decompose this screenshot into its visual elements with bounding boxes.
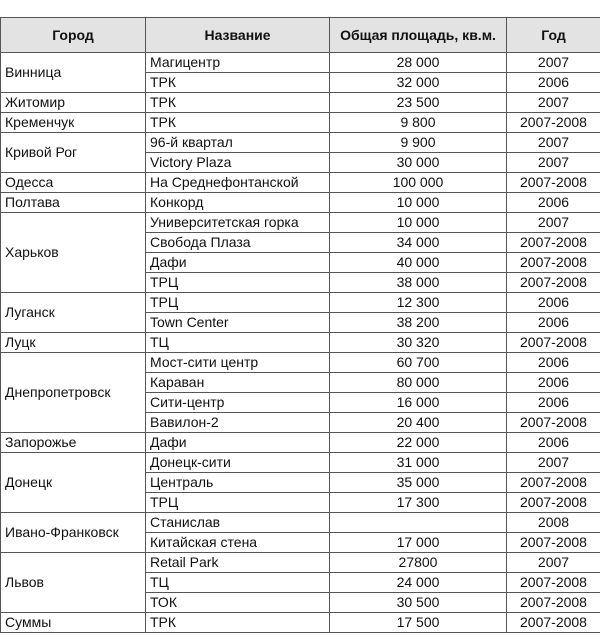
area-cell: 17 000 [330, 533, 507, 553]
header-city: Город [1, 18, 146, 53]
center-name-cell: Свобода Плаза [146, 233, 330, 253]
area-cell: 27800 [330, 553, 507, 573]
year-cell: 2007 [507, 53, 600, 73]
header-row [1, 18, 600, 53]
area-cell: 30 000 [330, 153, 507, 173]
center-name-cell: 96-й квартал [146, 133, 330, 153]
header-year: Год [507, 18, 600, 53]
area-cell: 23 500 [330, 93, 507, 113]
center-name-cell: Станислав [146, 513, 330, 533]
center-name-cell: Retail Park [146, 553, 330, 573]
area-cell: 38 000 [330, 273, 507, 293]
city-cell: Кривой Рог [1, 133, 146, 173]
year-cell: 2007-2008 [507, 333, 600, 353]
center-name-cell: Мост-сити центр [146, 353, 330, 373]
center-name-cell: Victory Plaza [146, 153, 330, 173]
area-cell: 35 000 [330, 473, 507, 493]
center-name-cell: ТРЦ [146, 493, 330, 513]
year-cell: 2007-2008 [507, 593, 600, 613]
year-cell: 2007-2008 [507, 533, 600, 553]
year-cell: 2006 [507, 193, 600, 213]
area-cell: 30 500 [330, 593, 507, 613]
year-cell: 2007-2008 [507, 613, 600, 633]
center-name-cell: Донецк-сити [146, 453, 330, 473]
center-name-cell: Караван [146, 373, 330, 393]
table-row [1, 453, 600, 473]
header-name: Название [146, 18, 330, 53]
table-row [1, 433, 600, 453]
area-cell: 24 000 [330, 573, 507, 593]
center-name-cell: ТРК [146, 613, 330, 633]
year-cell: 2008 [507, 513, 600, 533]
city-cell: Донецк [1, 453, 146, 513]
city-cell: Ивано-Франковск [1, 513, 146, 553]
year-cell: 2007-2008 [507, 413, 600, 433]
center-name-cell: ТРЦ [146, 273, 330, 293]
center-name-cell: Университетская горка [146, 213, 330, 233]
area-cell: 34 000 [330, 233, 507, 253]
center-name-cell: Магицентр [146, 53, 330, 73]
year-cell: 2007-2008 [507, 473, 600, 493]
year-cell: 2007-2008 [507, 573, 600, 593]
area-cell: 17 500 [330, 613, 507, 633]
area-cell: 40 000 [330, 253, 507, 273]
year-cell: 2007-2008 [507, 493, 600, 513]
area-cell: 17 300 [330, 493, 507, 513]
area-cell: 30 320 [330, 333, 507, 353]
city-cell: Суммы [1, 613, 146, 633]
year-cell: 2007 [507, 133, 600, 153]
city-cell: Львов [1, 553, 146, 613]
table-row [1, 93, 600, 113]
area-cell: 12 300 [330, 293, 507, 313]
area-cell: 10 000 [330, 193, 507, 213]
area-cell: 28 000 [330, 53, 507, 73]
year-cell: 2007-2008 [507, 273, 600, 293]
center-name-cell: ТРК [146, 113, 330, 133]
city-cell: Харьков [1, 213, 146, 293]
table-row [1, 193, 600, 213]
table-row [1, 133, 600, 153]
city-cell: Одесса [1, 173, 146, 193]
city-cell: Днепропетровск [1, 353, 146, 433]
center-name-cell: Town Center [146, 313, 330, 333]
area-cell: 16 000 [330, 393, 507, 413]
year-cell: 2007 [507, 93, 600, 113]
center-name-cell: ТОК [146, 593, 330, 613]
area-cell: 9 900 [330, 133, 507, 153]
area-cell: 80 000 [330, 373, 507, 393]
year-cell: 2006 [507, 433, 600, 453]
year-cell: 2007 [507, 453, 600, 473]
year-cell: 2007-2008 [507, 233, 600, 253]
city-cell: Винница [1, 53, 146, 93]
table-body [1, 53, 600, 633]
table-row [1, 333, 600, 353]
area-cell: 38 200 [330, 313, 507, 333]
year-cell: 2007 [507, 213, 600, 233]
year-cell: 2006 [507, 353, 600, 373]
table-row [1, 293, 600, 313]
table-row [1, 613, 600, 633]
center-name-cell: Вавилон-2 [146, 413, 330, 433]
year-cell: 2007-2008 [507, 253, 600, 273]
area-cell: 22 000 [330, 433, 507, 453]
center-name-cell: Дафи [146, 253, 330, 273]
center-name-cell: ТРК [146, 93, 330, 113]
year-cell: 2006 [507, 313, 600, 333]
center-name-cell: Конкорд [146, 193, 330, 213]
area-cell [330, 513, 507, 533]
center-name-cell: Централь [146, 473, 330, 493]
center-name-cell: На Среднефонтанской [146, 173, 330, 193]
city-cell: Житомир [1, 93, 146, 113]
table-row [1, 173, 600, 193]
city-cell: Луцк [1, 333, 146, 353]
area-cell: 9 800 [330, 113, 507, 133]
city-cell: Запорожье [1, 433, 146, 453]
center-name-cell: ТЦ [146, 573, 330, 593]
center-name-cell: ТРК [146, 73, 330, 93]
table-row [1, 513, 600, 533]
area-cell: 31 000 [330, 453, 507, 473]
city-cell: Полтава [1, 193, 146, 213]
area-cell: 32 000 [330, 73, 507, 93]
header-area: Общая площадь, кв.м. [330, 18, 507, 53]
shopping-centers-table [0, 17, 600, 633]
area-cell: 10 000 [330, 213, 507, 233]
center-name-cell: Сити-центр [146, 393, 330, 413]
table-row [1, 113, 600, 133]
year-cell: 2006 [507, 293, 600, 313]
year-cell: 2006 [507, 373, 600, 393]
year-cell: 2007 [507, 553, 600, 573]
center-name-cell: ТРЦ [146, 293, 330, 313]
year-cell: 2006 [507, 393, 600, 413]
city-cell: Луганск [1, 293, 146, 333]
center-name-cell: Дафи [146, 433, 330, 453]
table-row [1, 213, 600, 233]
area-cell: 20 400 [330, 413, 507, 433]
table-row [1, 353, 600, 373]
center-name-cell: Китайская стена [146, 533, 330, 553]
table-row [1, 553, 600, 573]
area-cell: 100 000 [330, 173, 507, 193]
city-cell: Кременчук [1, 113, 146, 133]
center-name-cell: ТЦ [146, 333, 330, 353]
table-row [1, 53, 600, 73]
year-cell: 2007 [507, 153, 600, 173]
area-cell: 60 700 [330, 353, 507, 373]
year-cell: 2007-2008 [507, 113, 600, 133]
year-cell: 2006 [507, 73, 600, 93]
year-cell: 2007-2008 [507, 173, 600, 193]
